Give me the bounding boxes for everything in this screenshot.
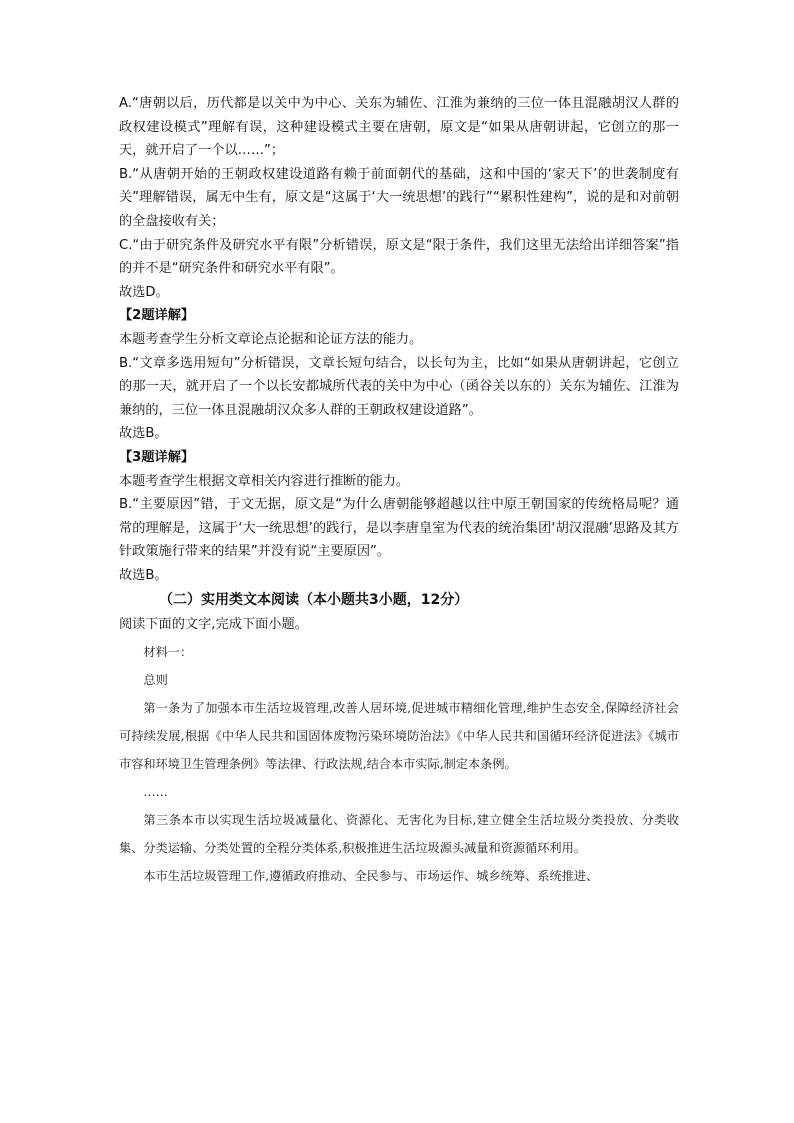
material-chapter: 总则 bbox=[143, 673, 168, 688]
q1-option-b: B.“从唐朝开始的王朝政权建设道路有赖于前面朝代的基础，这和中国的‘家天下’的世袭制度有关”理解错误，属无中生有，原文是“这属于‘大一统思想’的践行”“累积性建构”，说的是和对前朝的全盘接收有关； bbox=[119, 166, 679, 229]
q3-heading: 【3题详解】 bbox=[119, 449, 195, 465]
section-heading: （二）实用类文本阅读（本小题共3小题，12分） bbox=[159, 592, 469, 609]
section-instruction: 阅读下面的文字,完成下面小题。 bbox=[119, 617, 308, 633]
material-article-1: 第一条为了加强本市生活垃圾管理,改善人居环境,促进城市精细化管理,维护生态安全,保障经济社会可持续发展,根据《中华人民共和国固体废物污染环境防治法》《中华人民共和国循环经济促进法》《城市市容和环境卫生管理条例》等法律、行政法规,结合本市实际,制定本条例。 bbox=[119, 701, 679, 772]
q2-intro: 本题考查学生分析文章论点论据和论证方法的能力。 bbox=[119, 331, 423, 347]
q3-conclusion: 故选B。 bbox=[119, 567, 168, 583]
q2-option-b: B.“文章多选用短句”分析错误，文章长短句结合，以长句为主，比如“如果从唐朝讲起，它创立的那一天，就开启了一个以长安都城所代表的关中为中心（函谷关以东的）关东为辅佐、江淮为兼纳的，三位一体且混融胡汉众多人群的王朝政权建设道路”。 bbox=[119, 355, 679, 418]
material-article-3: 第三条本市以实现生活垃圾减量化、资源化、无害化为目标,建立健全生活垃圾分类投放、分类收集、分类运输、分类处置的全程分类体系,积极推进生活垃圾源头减量和资源循环利用。 bbox=[119, 813, 679, 856]
q1-option-a: A.“唐朝以后，历代都是以关中为中心、关东为辅佐、江淮为兼纳的三位一体且混融胡汉人群的政权建设模式”理解有误，这种建设模式主要在唐朝，原文是“如果从唐朝讲起，它创立的那一天，就开启了一个以……”； bbox=[119, 96, 679, 159]
material-article-3-continued: 本市生活垃圾管理工作,遵循政府推动、全民参与、市场运作、城乡统筹、系统推进、 bbox=[143, 869, 599, 884]
q2-heading: 【2题详解】 bbox=[119, 308, 195, 324]
document-page bbox=[119, 92, 679, 890]
q2-conclusion: 故选B。 bbox=[119, 426, 168, 442]
q3-intro: 本题考查学生根据文章相关内容进行推断的能力。 bbox=[119, 473, 410, 489]
q3-option-b: B.“主要原因”错，于文无据，原文是“为什么唐朝能够超越以往中原王朝国家的传统格局呢？通常的理解是，这属于‘大一统思想’的践行，是以李唐皇室为代表的统治集团‘胡汉混融’思路及其方针政策施行带来的结果”并没有说“主要原因”。 bbox=[119, 497, 679, 560]
q1-option-c: C.“由于研究条件及研究水平有限”分析错误，原文是“限于条件，我们这里无法给出详细答案”指的并不是“研究条件和研究水平有限”。 bbox=[119, 237, 679, 277]
q1-conclusion: 故选D。 bbox=[119, 284, 169, 300]
material-ellipsis: …… bbox=[143, 785, 168, 800]
material-label: 材料一： bbox=[143, 645, 193, 660]
